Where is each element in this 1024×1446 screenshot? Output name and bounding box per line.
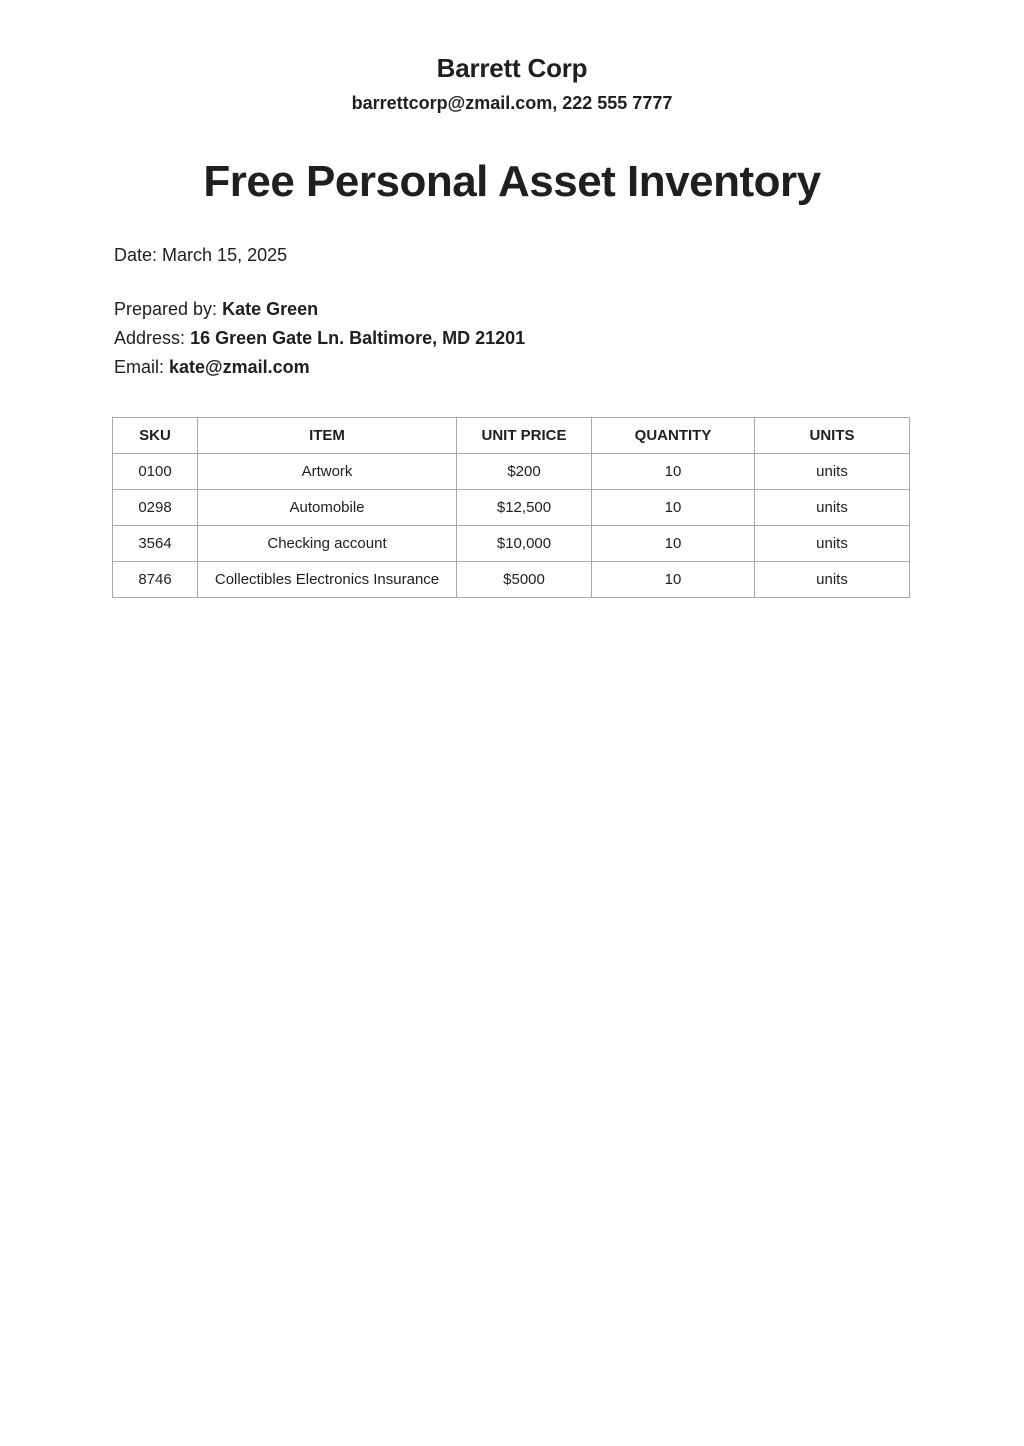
column-header-quantity: QUANTITY [592, 418, 755, 454]
email-line [114, 356, 310, 378]
cell-sku: 8746 [113, 562, 198, 598]
page-title: Free Personal Asset Inventory [203, 157, 821, 206]
cell-sku: 0298 [113, 490, 198, 526]
email-value: kate@zmail.com [169, 357, 310, 377]
cell-units: units [755, 562, 910, 598]
cell-unit-price: $12,500 [457, 490, 592, 526]
cell-unit-price: $10,000 [457, 526, 592, 562]
date-line [114, 244, 287, 266]
cell-sku: 0100 [113, 454, 198, 490]
table-row [113, 454, 910, 490]
cell-quantity: 10 [592, 454, 755, 490]
inventory-table [112, 417, 910, 598]
cell-unit-price: $5000 [457, 562, 592, 598]
company-name: Barrett Corp [436, 53, 588, 83]
cell-units: units [755, 490, 910, 526]
table-row [113, 562, 910, 598]
address-value: 16 Green Gate Ln. Baltimore, MD 21201 [190, 328, 526, 348]
date-label: Date: [114, 245, 158, 265]
address-line [114, 327, 525, 349]
cell-unit-price: $200 [457, 454, 592, 490]
address-label: Address: [114, 328, 186, 348]
company-contact: barrettcorp@zmail.com, 222 555 7777 [351, 93, 673, 113]
cell-item: Collectibles Electronics Insurance [198, 562, 457, 598]
column-header-sku: SKU [113, 418, 198, 454]
cell-quantity: 10 [592, 490, 755, 526]
prepared-by-value: Kate Green [222, 299, 319, 319]
column-header-unit-price: UNIT PRICE [457, 418, 592, 454]
cell-units: units [755, 454, 910, 490]
cell-item: Automobile [198, 490, 457, 526]
cell-quantity: 10 [592, 562, 755, 598]
prepared-by-label: Prepared by: [114, 299, 218, 319]
cell-quantity: 10 [592, 526, 755, 562]
cell-units: units [755, 526, 910, 562]
column-header-item: ITEM [198, 418, 457, 454]
table-row [113, 490, 910, 526]
table-row [113, 526, 910, 562]
cell-item: Artwork [198, 454, 457, 490]
email-label: Email: [114, 357, 165, 377]
table-header-row [113, 418, 910, 454]
cell-sku: 3564 [113, 526, 198, 562]
prepared-by-line [114, 298, 318, 320]
date-value: March 15, 2025 [162, 245, 288, 265]
cell-item: Checking account [198, 526, 457, 562]
column-header-units: UNITS [755, 418, 910, 454]
